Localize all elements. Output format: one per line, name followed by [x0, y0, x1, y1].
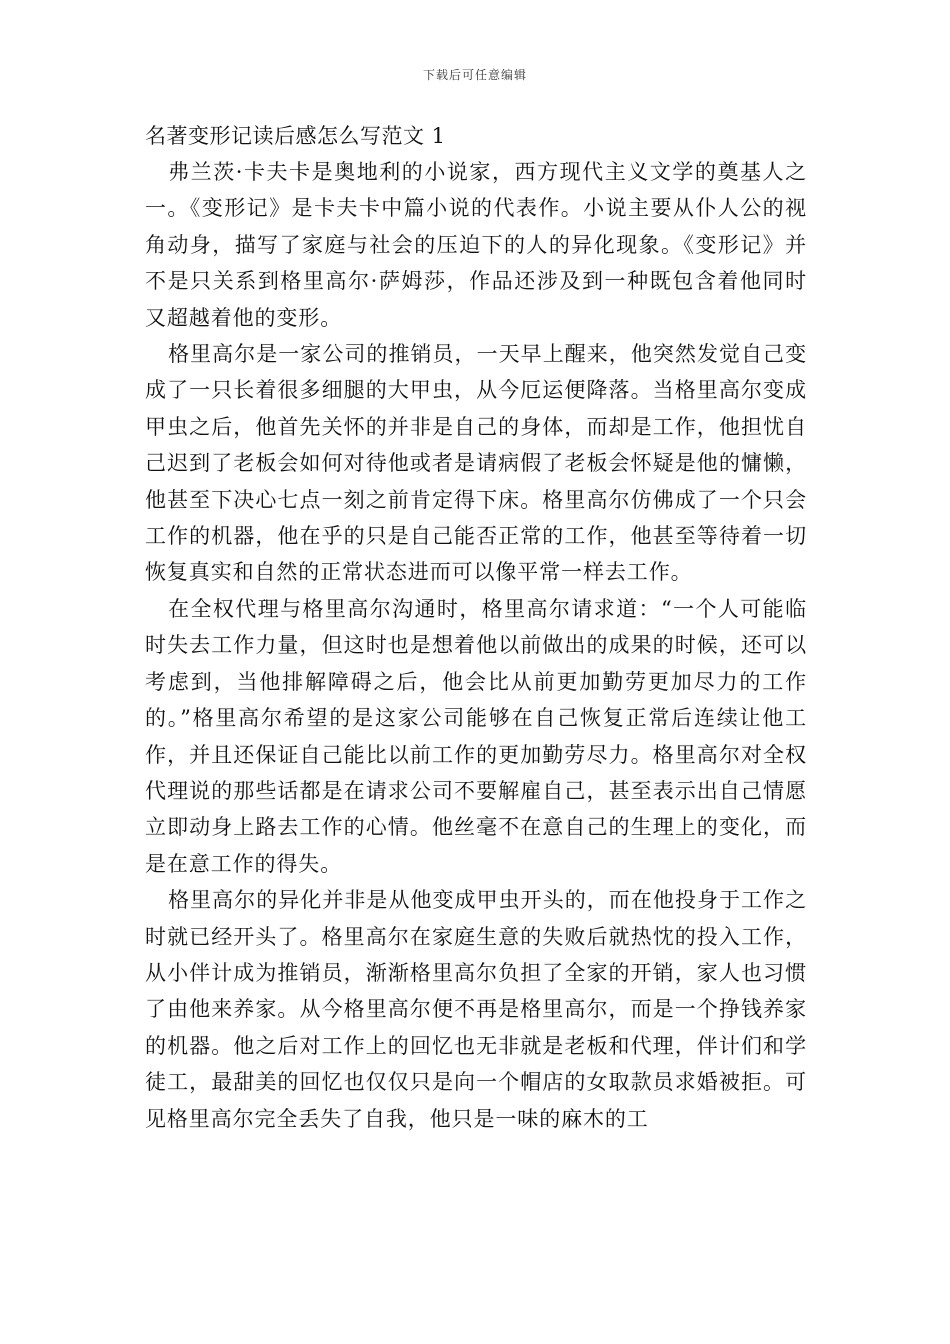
document-title: 名著变形记读后感怎么写范文 1: [145, 124, 446, 148]
paragraph-2: 格里高尔是一家公司的推销员，一天早上醒来，他突然发觉自己变成了一只长着很多细腿的大甲虫，从今厄运便降落。当格里高尔变成甲虫之后，他首先关怀的并非是自己的身体，而却是工作，他担忧自己迟到了老板会如何对待他或者是请病假了老板会怀疑是他的慵懒，他甚至下决心七点一刻之前肯定得下床。格里高尔仿佛成了一个只会工作的机器，他在乎的只是自己能否正常的工作，他甚至等待着一切恢复真实和自然的正常状态进而可以像平常一样去工作。: [145, 342, 807, 585]
paragraph-4: 格里高尔的异化并非是从他变成甲虫开头的，而在他投身于工作之时就已经开头了。格里高尔在家庭生意的失败后就热忱的投入工作，从小伴计成为推销员，渐渐格里高尔负担了全家的开销，家人也习惯了由他来养家。从今格里高尔便不再是格里高尔，而是一个挣钱养家的机器。他之后对工作上的回忆也无非就是老板和代理，伴计们和学徒工，最甜美的回忆也仅仅只是向一个帽店的女取款员求婚被拒。可见格里高尔完全丢失了自我，他只是一味的麻木的工: [145, 888, 807, 1131]
document-body: [145, 118, 807, 1137]
paragraph-3: 在全权代理与格里高尔沟通时，格里高尔请求道：“一个人可能临时失去工作力量，但这时也是想着他以前做出的成果的时候，还可以考虑到，当他排解障碍之后，他会比从前更加勤劳更加尽力的工作的。”格里高尔希望的是这家公司能够在自己恢复正常后连续让他工作，并且还保证自己能比以前工作的更加勤劳尽力。格里高尔对全权代理说的那些话都是在请求公司不要解雇自己，甚至表示出自己情愿立即动身上路去工作的心情。他丝毫不在意自己的生理上的变化，而是在意工作的得失。: [145, 596, 807, 876]
header-note: 下载后可任意编辑: [422, 68, 527, 82]
paragraph-1: 弗兰茨·卡夫卡是奥地利的小说家，西方现代主义文学的奠基人之一。《变形记》是卡夫卡中篇小说的代表作。小说主要从仆人公的视角动身，描写了家庭与社会的压迫下的人的异化现象。《变形记》并不是只关系到格里高尔·萨姆莎，作品还涉及到一种既包含着他同时又超越着他的变形。: [145, 160, 807, 330]
